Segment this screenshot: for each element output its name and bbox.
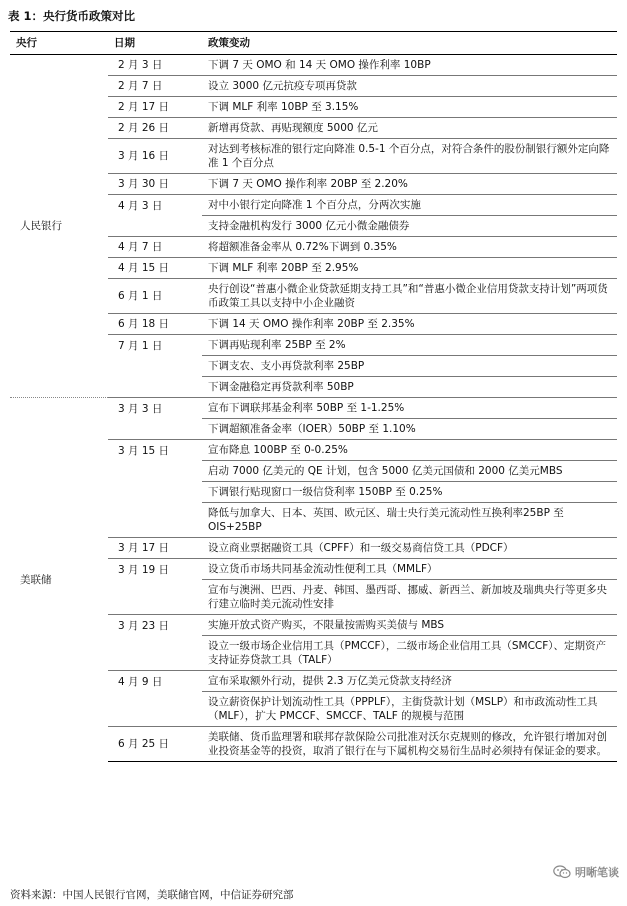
policy-change: 降低与加拿大、日本、英国、欧元区、瑞士央行美元流动性互换利率25BP 至 OIS+25BP (202, 503, 617, 538)
source-note: 资料来源：中国人民银行官网，美联储官网，中信证券研究部 (10, 889, 294, 901)
policy-change: 对达到考核标准的银行定向降准 0.5-1 个百分点，对符合条件的股份制银行额外定向降准 1 个百分点 (202, 139, 617, 174)
table-row (10, 398, 617, 419)
policy-change: 下调超额准备金率（IOER）50BP 至 1.10% (202, 419, 617, 440)
policy-change: 设立商业票据融资工具（CPFF）和一级交易商信贷工具（PDCF） (202, 538, 617, 559)
policy-change: 设立薪资保护计划流动性工具（PPPLF），主街贷款计划（MSLP）和市政流动性工具（MLF），扩大 PMCCF、SMCCF、TALF 的规模与范围 (202, 692, 617, 727)
policy-change: 下调 14 天 OMO 操作利率 20BP 至 2.35% (202, 314, 617, 335)
event-date: 2 月 26 日 (108, 118, 202, 139)
event-date: 3 月 30 日 (108, 174, 202, 195)
table-body (10, 55, 617, 762)
header-policy: 政策变动 (202, 32, 617, 55)
event-date: 4 月 3 日 (108, 195, 202, 237)
event-date: 6 月 25 日 (108, 727, 202, 762)
policy-change: 美联储、货币监理署和联邦存款保险公司批准对沃尔克规则的修改，允许银行增加对创业投资基金等的投资，取消了银行在与下属机构交易衍生品时必须持有保证金的要求。 (202, 727, 617, 762)
table-title: 表 1：央行货币政策对比 (8, 9, 136, 23)
policy-change: 下调 MLF 利率 10BP 至 3.15% (202, 97, 617, 118)
event-date: 3 月 19 日 (108, 559, 202, 615)
event-date: 4 月 9 日 (108, 671, 202, 727)
event-date: 4 月 15 日 (108, 258, 202, 279)
policy-change: 实施开放式资产购买，不限量按需购买美债与 MBS (202, 615, 617, 636)
event-date: 3 月 3 日 (108, 398, 202, 440)
event-date: 4 月 7 日 (108, 237, 202, 258)
policy-change: 下调再贴现利率 25BP 至 2% (202, 335, 617, 356)
event-date: 3 月 23 日 (108, 615, 202, 671)
policy-change: 启动 7000 亿美元的 QE 计划，包含 5000 亿美元国债和 2000 亿美元MBS (202, 461, 617, 482)
event-date: 3 月 16 日 (108, 139, 202, 174)
policy-change: 设立一级市场企业信用工具（PMCCF），二级市场企业信用工具（SMCCF）、定期资产支持证券贷款工具（TALF） (202, 636, 617, 671)
policy-change: 宣布采取额外行动，提供 2.3 万亿美元贷款支持经济 (202, 671, 617, 692)
event-date: 2 月 3 日 (118, 59, 163, 71)
policy-change: 下调 MLF 利率 20BP 至 2.95% (202, 258, 617, 279)
event-date: 6 月 1 日 (108, 279, 202, 314)
event-date: 7 月 1 日 (108, 335, 202, 398)
watermark (553, 864, 619, 880)
policy-change: 下调 7 天 OMO 和 14 天 OMO 操作利率 10BP (208, 59, 431, 71)
policy-table (10, 31, 617, 762)
policy-change: 下调支农、支小再贷款利率 25BP (202, 356, 617, 377)
policy-change: 支持金融机构发行 3000 亿元小微金融债券 (202, 216, 617, 237)
bank-name: 美联储 (10, 398, 108, 762)
policy-change: 下调金融稳定再贷款利率 50BP (202, 377, 617, 398)
table-header-row (10, 32, 617, 55)
event-date: 6 月 18 日 (108, 314, 202, 335)
event-date: 3 月 17 日 (108, 538, 202, 559)
policy-change: 下调银行贴现窗口一级信贷利率 150BP 至 0.25% (202, 482, 617, 503)
policy-change: 新增再贷款、再贴现额度 5000 亿元 (202, 118, 617, 139)
event-date: 3 月 15 日 (108, 440, 202, 538)
watermark-text: 明晰笔谈 (575, 866, 619, 879)
policy-change: 央行创设“普惠小微企业贷款延期支持工具”和“普惠小微企业信用贷款支持计划”两项货币政策工具以支持中小企业融资 (202, 279, 617, 314)
event-date: 2 月 7 日 (108, 76, 202, 97)
policy-change: 对中小银行定向降准 1 个百分点，分两次实施 (202, 195, 617, 216)
policy-change: 下调 7 天 OMO 操作利率 20BP 至 2.20% (202, 174, 617, 195)
header-bank: 央行 (10, 32, 108, 55)
header-date: 日期 (108, 32, 202, 55)
bank-name: 人民银行 (20, 220, 62, 232)
policy-change: 将超额准备金率从 0.72%下调到 0.35% (202, 237, 617, 258)
policy-change: 宣布下调联邦基金利率 50BP 至 1-1.25% (202, 398, 617, 419)
policy-change: 设立 3000 亿元抗疫专项再贷款 (202, 76, 617, 97)
policy-change: 设立货币市场共同基金流动性便利工具（MMLF） (202, 559, 617, 580)
policy-change: 宣布降息 100BP 至 0-0.25% (202, 440, 617, 461)
wechat-icon (553, 865, 571, 879)
table-row (10, 55, 617, 76)
event-date: 2 月 17 日 (108, 97, 202, 118)
policy-change: 宣布与澳洲、巴西、丹麦、韩国、墨西哥、挪威、新西兰、新加坡及瑞典央行等更多央行建立临时美元流动性安排 (202, 580, 617, 615)
